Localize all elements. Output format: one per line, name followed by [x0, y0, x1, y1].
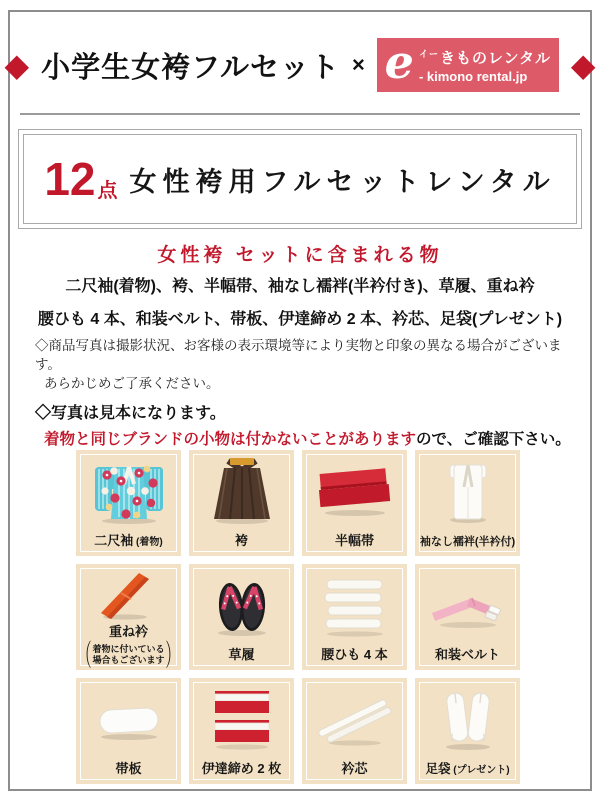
sample-disclaimer-red-text: 着物と同じブランドの小物は付かないことがあります — [44, 431, 417, 448]
item-count-unit: 点 — [97, 179, 118, 202]
item-count: 12 — [44, 153, 96, 205]
item-sublabel: （ 着物に付いている 場合もございます ） — [77, 638, 180, 673]
item-label: 伊達締め 2 枚 — [201, 761, 282, 776]
juban-illustration — [420, 457, 516, 525]
header — [0, 36, 600, 94]
hakama-illustration — [194, 457, 290, 525]
logo-furigana: イー — [418, 48, 439, 59]
set-title: 女性袴用フルセットレンタル — [129, 166, 556, 197]
item-label: 帯板 — [115, 761, 142, 776]
set-title-box — [18, 129, 582, 229]
diamond-icon: ◆ — [4, 47, 30, 83]
item-cell-datejime — [189, 678, 294, 784]
obi-ita-image — [76, 682, 181, 756]
item-label: 腰ひも 4 本 — [321, 647, 388, 662]
tabi-image — [415, 682, 520, 756]
erishin-illustration — [307, 685, 403, 753]
item-cell-tabi — [415, 678, 520, 784]
sample-disclaimer-line2 — [35, 427, 580, 449]
logo-text — [419, 47, 551, 84]
obi-ita-illustration — [81, 685, 177, 753]
photo-disclaimer-line2: あらかじめご了承ください。 — [44, 375, 220, 391]
header-divider — [20, 113, 580, 115]
sample-disclaimer — [35, 400, 580, 449]
included-items-line2: 腰ひも 4 本、和装ベルト、帯板、伊達締め 2 本、衿芯、足袋(プレゼント) — [37, 311, 563, 328]
sample-disclaimer-line1: ◇写真は見本になります。 — [35, 405, 226, 422]
obi-image — [302, 454, 407, 528]
item-label: 二尺袖 (着物) — [94, 533, 163, 548]
item-cell-obi-ita — [76, 678, 181, 784]
item-label: 足袋 (プレゼント) — [425, 762, 510, 776]
item-cell-koshihimo — [302, 564, 407, 670]
multiply-sign: × — [351, 52, 365, 77]
item-label: 袖なし襦袢(半衿付) — [419, 536, 516, 548]
zori-illustration — [194, 571, 290, 639]
datejime-illustration — [194, 685, 290, 753]
item-cell-wasou-belt — [415, 564, 520, 670]
wasou-belt-image — [415, 568, 520, 642]
logo-japanese-line — [419, 47, 551, 68]
included-heading: 女性袴 セットに含まれる物 — [157, 245, 443, 266]
tabi-illustration — [420, 685, 516, 753]
item-label: 袴 — [234, 533, 248, 548]
item-photo-grid — [76, 450, 520, 784]
datejime-image — [189, 682, 294, 756]
kasane-eri-illustration — [81, 567, 177, 621]
logo-kimono-rental-jp: きものレンタル — [439, 49, 551, 67]
kimono-illustration — [81, 457, 177, 525]
logo-domain: - kimono rental.jp — [418, 68, 528, 84]
obi-illustration — [307, 457, 403, 525]
wasou-belt-illustration — [420, 571, 516, 639]
photo-disclaimer-line1: ◇商品写真は撮影状況、お客様の表示環境等により実物と印象の異なる場合がございます。 — [35, 338, 562, 372]
item-cell-sodenashi-juban — [415, 450, 520, 556]
logo-e-glyph: e — [384, 35, 414, 90]
erishin-image — [302, 682, 407, 756]
item-cell-erishin — [302, 678, 407, 784]
koshihimo-image — [302, 568, 407, 642]
item-label: 重ね衿 — [108, 624, 148, 639]
set-title-box-inner — [23, 134, 577, 224]
item-cell-nishakusode — [76, 450, 181, 556]
item-cell-hakama — [189, 450, 294, 556]
page-title: 小学生女袴フルセット — [41, 51, 340, 84]
juban-image — [415, 454, 520, 528]
item-cell-hanhaba-obi — [302, 450, 407, 556]
item-label: 半幅帯 — [334, 533, 374, 548]
included-items-line1: 二尺袖(着物)、袴、半幅帯、袖なし襦袢(半衿付き)、草履、重ね衿 — [65, 278, 535, 295]
koshihimo-illustration — [307, 571, 403, 639]
hakama-image — [189, 454, 294, 528]
zori-image — [189, 568, 294, 642]
item-label: 和装ベルト — [434, 647, 500, 662]
item-cell-zori — [189, 564, 294, 670]
kimono-image — [76, 454, 181, 528]
diamond-icon: ◆ — [570, 47, 596, 83]
item-label: 草履 — [228, 647, 255, 662]
kasane-eri-image — [76, 566, 181, 622]
sample-disclaimer-black-text: ので、ご確認下さい。 — [416, 431, 571, 448]
item-cell-kasane-eri — [76, 564, 181, 673]
brand-logo — [377, 35, 559, 92]
photo-disclaimer — [35, 337, 580, 394]
item-label: 衿芯 — [341, 761, 368, 776]
